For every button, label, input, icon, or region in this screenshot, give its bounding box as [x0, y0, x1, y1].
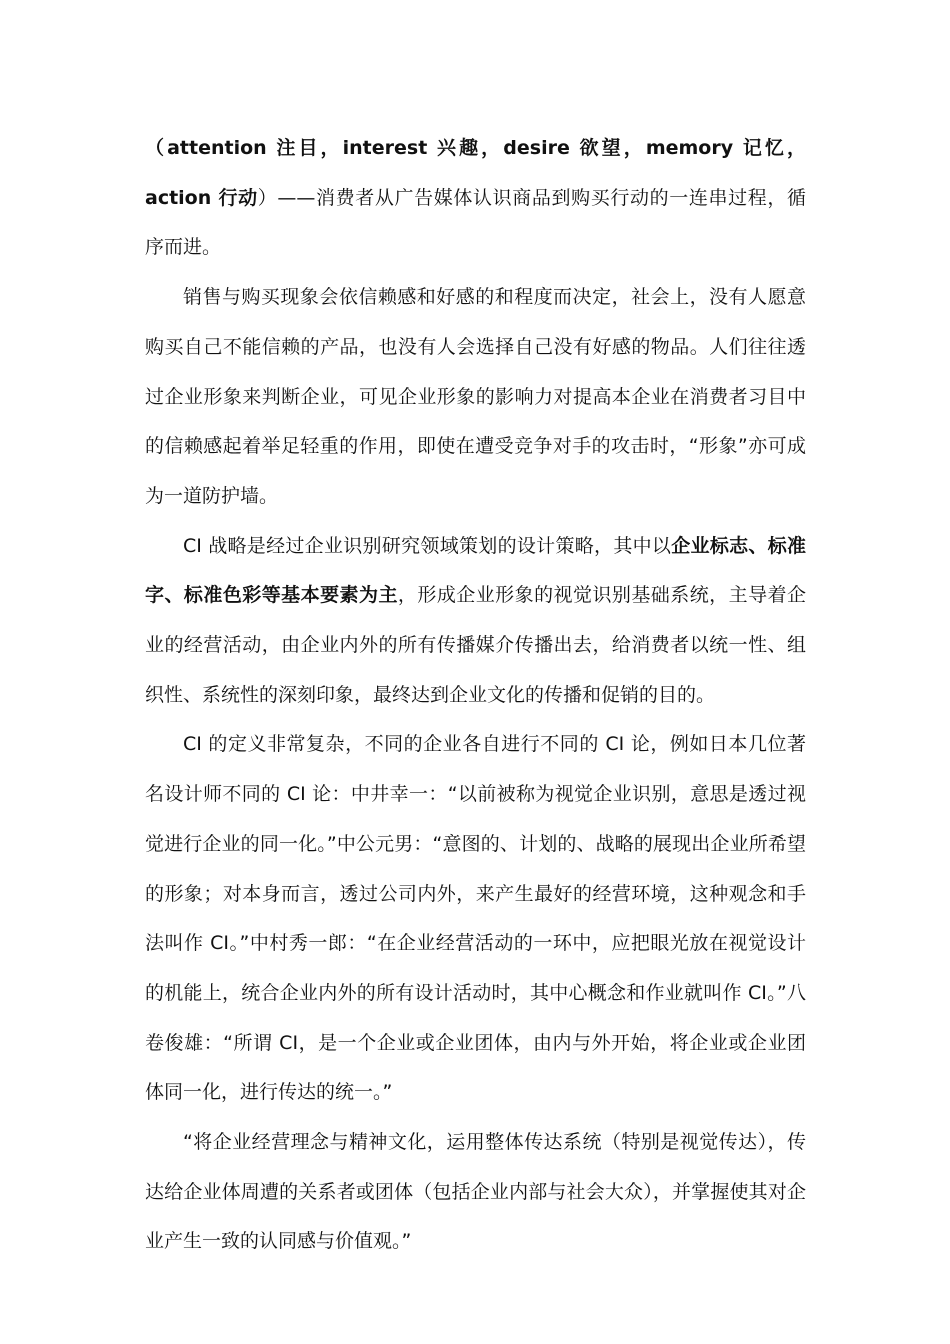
paragraph-aidma — [145, 124, 806, 273]
ci-strategy-emphasis: 企业标志、标准字、标准色彩等基本要素为主 — [145, 534, 806, 607]
ci-summary-text: “将企业经营理念与精神文化，运用整体传达系统（特别是视觉传达），传达给企业体周遭的关系者或团体（包括企业内部与社会大众），并掌握使其对企业产生一致的认同感与价值观。” — [145, 1131, 806, 1253]
paragraph-ci-summary — [145, 1118, 806, 1267]
document-body — [145, 124, 806, 1267]
paragraph-ci-strategy — [145, 522, 806, 721]
aidma-description: ）——消费者从广告媒体认识商品到购买行动的一连串过程，循序而进。 — [145, 186, 806, 259]
ci-strategy-rest: ，形成企业形象的视觉识别基础系统，主导着企业的经营活动，由企业内外的所有传播媒介传播出去，给消费者以统一性、组织性、系统性的深刻印象，最终达到企业文化的传播和促销的目的。 — [145, 584, 806, 706]
paragraph-ci-definition — [145, 720, 806, 1118]
trust-text: 销售与购买现象会依信赖感和好感的和程度而决定，社会上，没有人愿意购买自己不能信赖的产品，也没有人会选择自己没有好感的物品。人们往往透过企业形象来判断企业，可见企业形象的影响力对提高本企业在消费者习目中的信赖感起着举足轻重的作用，即使在遭受竞争对手的攻击时，“形象”亦可成为一道防护墙。 — [145, 286, 806, 507]
ci-definition-text: CI 的定义非常复杂，不同的企业各自进行不同的 CI 论，例如日本几位著名设计师不同的 CI 论：中井幸一：“以前被称为视觉企业识别，意思是透过视觉进行企业的同一化。”中公元男：“意图的、计划的、战略的展现出企业所希望的形象；对本身而言，透过公司内外，来产生最好的经营环境，这种观念和手法叫作 CI。”中村秀一郎：“在企业经营活动的一环中，应把眼光放在视觉设计的机能上，统合企业内外的所有设计活动时，其中心概念和作业就叫作 CI。”八卷俊雄：“所谓 CI，是一个企业或企业团体，由内与外开始，将企业或企业团体同一化，进行传达的统一。” — [145, 733, 806, 1104]
aidma-terms: （attention 注目，interest 兴趣，desire 欲望，memory 记忆，action 行动 — [145, 137, 806, 209]
paragraph-trust — [145, 273, 806, 522]
ci-strategy-intro: CI 战略是经过企业识别研究领域策划的设计策略，其中以 — [183, 534, 672, 557]
